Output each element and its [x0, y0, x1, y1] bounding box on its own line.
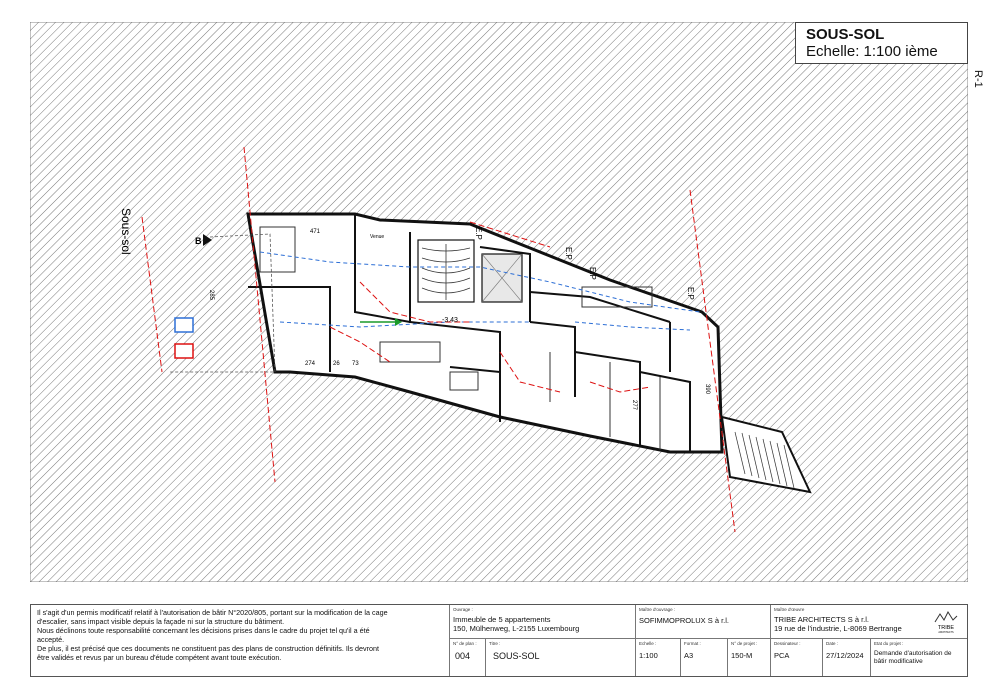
num-plan-label: N° de plan :	[453, 641, 477, 646]
date: 27/12/2024	[826, 651, 864, 660]
ouvrage-line1: Immeuble de 5 appartements	[453, 615, 551, 624]
blue-marker	[175, 318, 193, 332]
dim-26: 26	[333, 361, 340, 367]
maitre-ouvrage: SOFIMMOPROLUX S à r.l.	[639, 616, 730, 625]
plan-title-box	[795, 22, 968, 64]
note-line: Nous déclinons toute responsabilité concernant les décisions prises dans le cadre du projet tel qu'il a été	[37, 626, 370, 635]
dessinateur-label: Dessinateur :	[774, 641, 801, 646]
dim-277: 277	[631, 400, 637, 411]
dim-274: 274	[305, 361, 316, 367]
venue-label: Venue	[370, 234, 385, 240]
dim-471: 471	[310, 229, 321, 235]
dim-390: 390	[704, 384, 710, 395]
ep-label-4: E.P	[588, 267, 597, 280]
sheet-reference: R-1	[972, 70, 984, 88]
ep-label-3: E.P	[686, 287, 695, 300]
echelle-label: Echelle :	[639, 641, 657, 646]
ouvrage-line2: 150, Mülhenweg, L-2155 Luxembourg	[453, 624, 580, 633]
tribe-logo	[933, 608, 959, 634]
num-plan: 004	[455, 651, 471, 661]
format: A3	[684, 651, 694, 660]
svg-text:ARCHITECTS: ARCHITECTS	[938, 631, 954, 634]
level-label: -3.43	[442, 317, 458, 324]
note-line: d'escalier, sans impact visible depuis la façade ni sur la structure du bâtiment.	[37, 617, 285, 626]
titre-label: Titre :	[489, 641, 501, 646]
note-line: De plus, il est précisé que ces documents ne constituent pas des plans de construction définitifs. Ils devront	[37, 644, 379, 653]
dessinateur: PCA	[774, 651, 790, 660]
maitre-oeuvre-line1: TRIBE ARCHITECTS S à r.l.	[774, 615, 870, 624]
ep-label-2: E.P	[564, 247, 573, 260]
ep-label-1: E.P	[474, 227, 483, 240]
echelle: 1:100	[639, 651, 658, 660]
title-block	[30, 604, 968, 677]
etat-label: Etat du projet :	[874, 641, 904, 646]
format-label: Format :	[684, 641, 701, 646]
date-label: Date :	[826, 641, 839, 646]
plan-scale: Echelle: 1:100 ième	[806, 43, 938, 60]
red-marker	[175, 344, 193, 358]
svg-text:TRIBE: TRIBE	[937, 625, 955, 631]
section-b-label: B	[195, 236, 202, 246]
floor-plan	[30, 22, 968, 582]
etat-line2: bâtir modificative	[874, 658, 923, 665]
maitre-oeuvre-line2: 19 rue de l'industrie, L-8069 Bertrange	[774, 624, 902, 633]
etat-line1: Demande d'autorisation de	[874, 650, 952, 657]
dim-73: 73	[352, 361, 359, 367]
note-line: Il s'agit d'un permis modificatif relatif à l'autorisation de bâtir N°2020/805, portant sur la modification de la cage	[37, 608, 388, 617]
plan-title: SOUS-SOL	[806, 26, 885, 43]
maitre-ouvrage-label: Maître d'ouvrage :	[639, 607, 676, 612]
maitre-oeuvre-label: Maître d'œuvre	[774, 607, 805, 612]
titre: SOUS-SOL	[493, 651, 540, 661]
note-line: être validés et revus par un bureau d'étude compétent avant toute exécution.	[37, 653, 282, 662]
num-projet: 150-M	[731, 651, 753, 660]
sous-sol-label: Sous-sol	[119, 208, 133, 255]
ouvrage-label: Ouvrage :	[453, 607, 473, 612]
note-line: accepté.	[37, 635, 65, 644]
num-projet-label: N° de projet :	[731, 641, 758, 646]
spiral-stair	[418, 240, 474, 302]
dim-285: 285	[208, 290, 214, 301]
